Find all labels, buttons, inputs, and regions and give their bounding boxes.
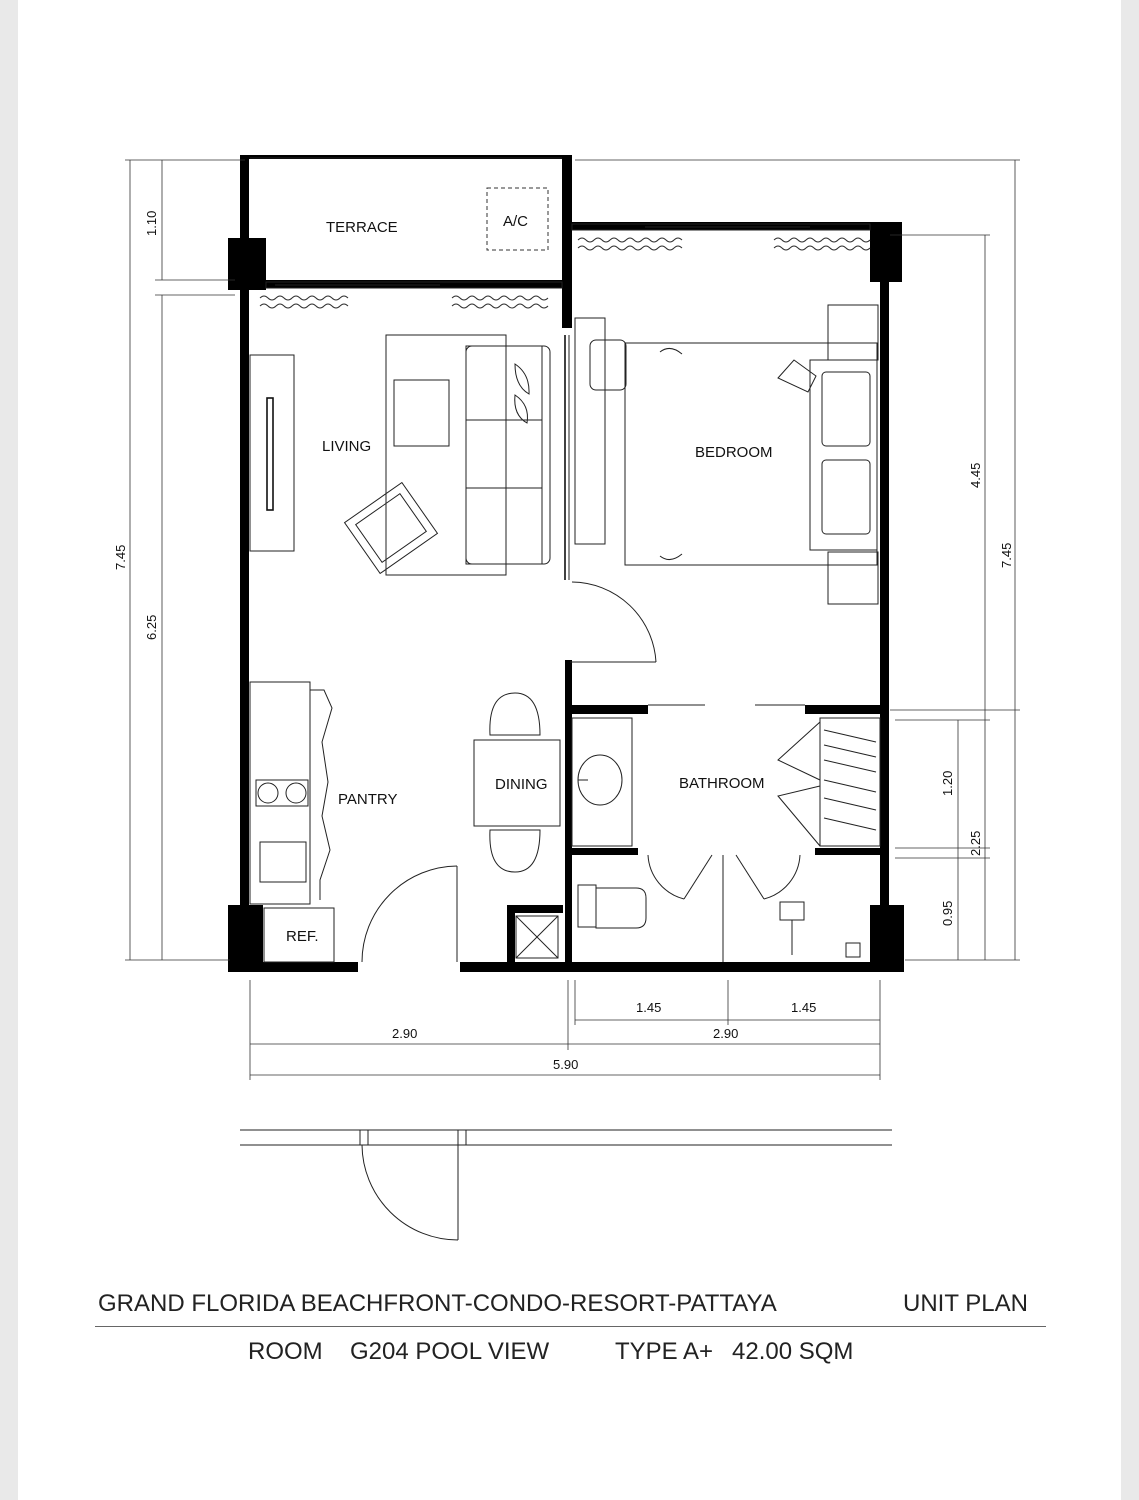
- closet-door: [565, 335, 569, 580]
- dim-bottom-290-left: 2.90: [392, 1026, 418, 1041]
- toilet: [578, 885, 646, 928]
- dim-right-120: 1.20: [940, 770, 955, 796]
- unit-area: 42.00 SQM: [732, 1338, 854, 1365]
- armchair: [345, 483, 438, 574]
- dim-right-225: 2.25: [968, 830, 983, 856]
- entry-door-detail: [240, 1130, 892, 1240]
- dim-left-terrace: 1.10: [144, 210, 159, 236]
- dim-bottom-290-right: 2.90: [713, 1026, 739, 1041]
- kitchen-counter: [250, 682, 332, 904]
- shower: [780, 902, 860, 957]
- dim-left-total: 7.45: [113, 544, 128, 570]
- dim-bottom-145-b: 1.45: [791, 1000, 817, 1015]
- plan-type: UNIT PLAN: [903, 1290, 1028, 1317]
- dim-bottom-total: 5.90: [553, 1057, 579, 1072]
- tv-cabinet: [250, 355, 294, 551]
- label-ref: REF.: [286, 928, 319, 945]
- title-rule: [95, 1326, 1046, 1327]
- dim-bottom-145-a: 1.45: [636, 1000, 662, 1015]
- project-name: GRAND FLORIDA BEACHFRONT-CONDO-RESORT-PATTAYA: [98, 1290, 777, 1317]
- room-number: G204 POOL VIEW: [350, 1338, 550, 1365]
- duct-shaft: [516, 916, 558, 958]
- doors: [362, 582, 800, 962]
- label-pantry: PANTRY: [338, 791, 398, 808]
- label-bathroom: BATHROOM: [679, 775, 765, 792]
- dim-right-095: 0.95: [940, 900, 955, 926]
- label-living: LIVING: [322, 438, 372, 455]
- wardrobe: [778, 718, 880, 846]
- label-terrace: TERRACE: [326, 219, 398, 236]
- dim-left-main: 6.25: [144, 614, 159, 640]
- washbasin: [572, 718, 632, 846]
- sofa: [386, 335, 550, 575]
- label-bedroom: BEDROOM: [695, 444, 773, 461]
- dim-right-bedroom: 4.45: [968, 462, 983, 488]
- label-ac: A/C: [503, 213, 529, 230]
- dim-right-total: 7.45: [999, 542, 1014, 568]
- label-dining: DINING: [495, 776, 548, 793]
- unit-type: TYPE A+: [615, 1338, 714, 1365]
- room-label: ROOM: [248, 1338, 323, 1365]
